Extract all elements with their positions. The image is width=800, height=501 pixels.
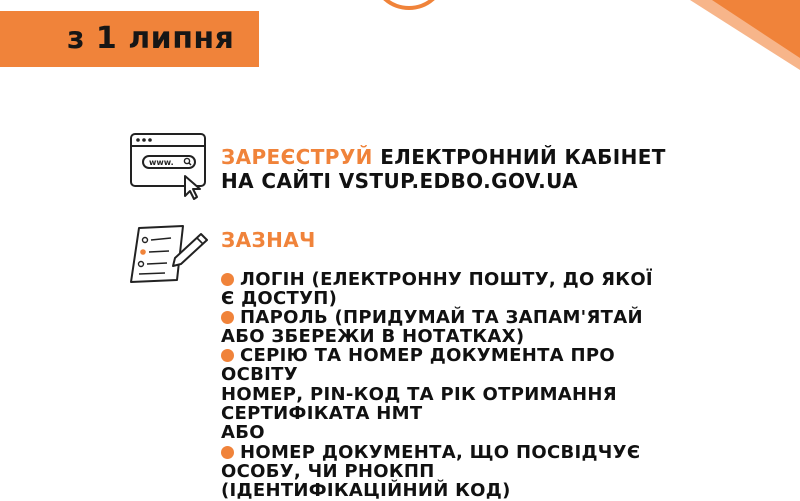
browser-window-icon: [129, 132, 207, 202]
list-item-6-line1: НОМЕР ДОКУМЕНТА, ЩО ПОСВІДЧУЄ: [221, 443, 640, 463]
list-item-2-line2: АБО ЗБЕРЕЖИ В НОТАТКАХ): [221, 326, 525, 347]
list-item-3-line2: ОСВІТУ: [221, 364, 298, 385]
list-item-2-line1: ПАРОЛЬ (ПРИДУМАЙ ТА ЗАПАМ'ЯТАЙ: [221, 308, 643, 328]
step1-title-rest: ЕЛЕКТРОННИЙ КАБІНЕТ: [372, 145, 666, 169]
step1-highlight: ЗАРЕЄСТРУЙ: [221, 145, 373, 169]
list-item-1-line2: Є ДОСТУП): [221, 288, 338, 309]
list-item-3-line1: СЕРІЮ ТА НОМЕР ДОКУМЕНТА ПРО: [221, 346, 615, 366]
logo-icon: [374, 0, 444, 10]
date-label: з 1 липня: [67, 21, 235, 56]
bullet-icon: [221, 446, 234, 459]
list-item-4-line1: НОМЕР, PIN-КОД ТА РІК ОТРИМАННЯ: [221, 384, 617, 405]
icon-url-text: www.: [149, 158, 174, 167]
step2-heading: ЗАЗНАЧ: [221, 228, 316, 252]
list-item-4-line2: СЕРТИФІКАТА НМТ: [221, 403, 423, 424]
step1-title: [221, 145, 666, 169]
bullet-icon: [221, 273, 234, 286]
list-item-6-line3: (ІДЕНТИФІКАЦІЙНИЙ КОД): [221, 480, 511, 501]
form-with-pen-icon: [127, 222, 211, 284]
bullet-icon: [221, 349, 234, 362]
corner-decoration: [690, 0, 800, 70]
bullet-icon: [221, 311, 234, 324]
list-item-or: АБО: [221, 422, 265, 443]
list-item-1-line1: ЛОГІН (ЕЛЕКТРОННУ ПОШТУ, ДО ЯКОЇ: [221, 270, 653, 290]
list-item-6-line2: ОСОБУ, ЧИ РНОКПП: [221, 461, 435, 482]
step1-line2: НА САЙТІ VSTUP.EDBO.GOV.UA: [221, 169, 579, 193]
